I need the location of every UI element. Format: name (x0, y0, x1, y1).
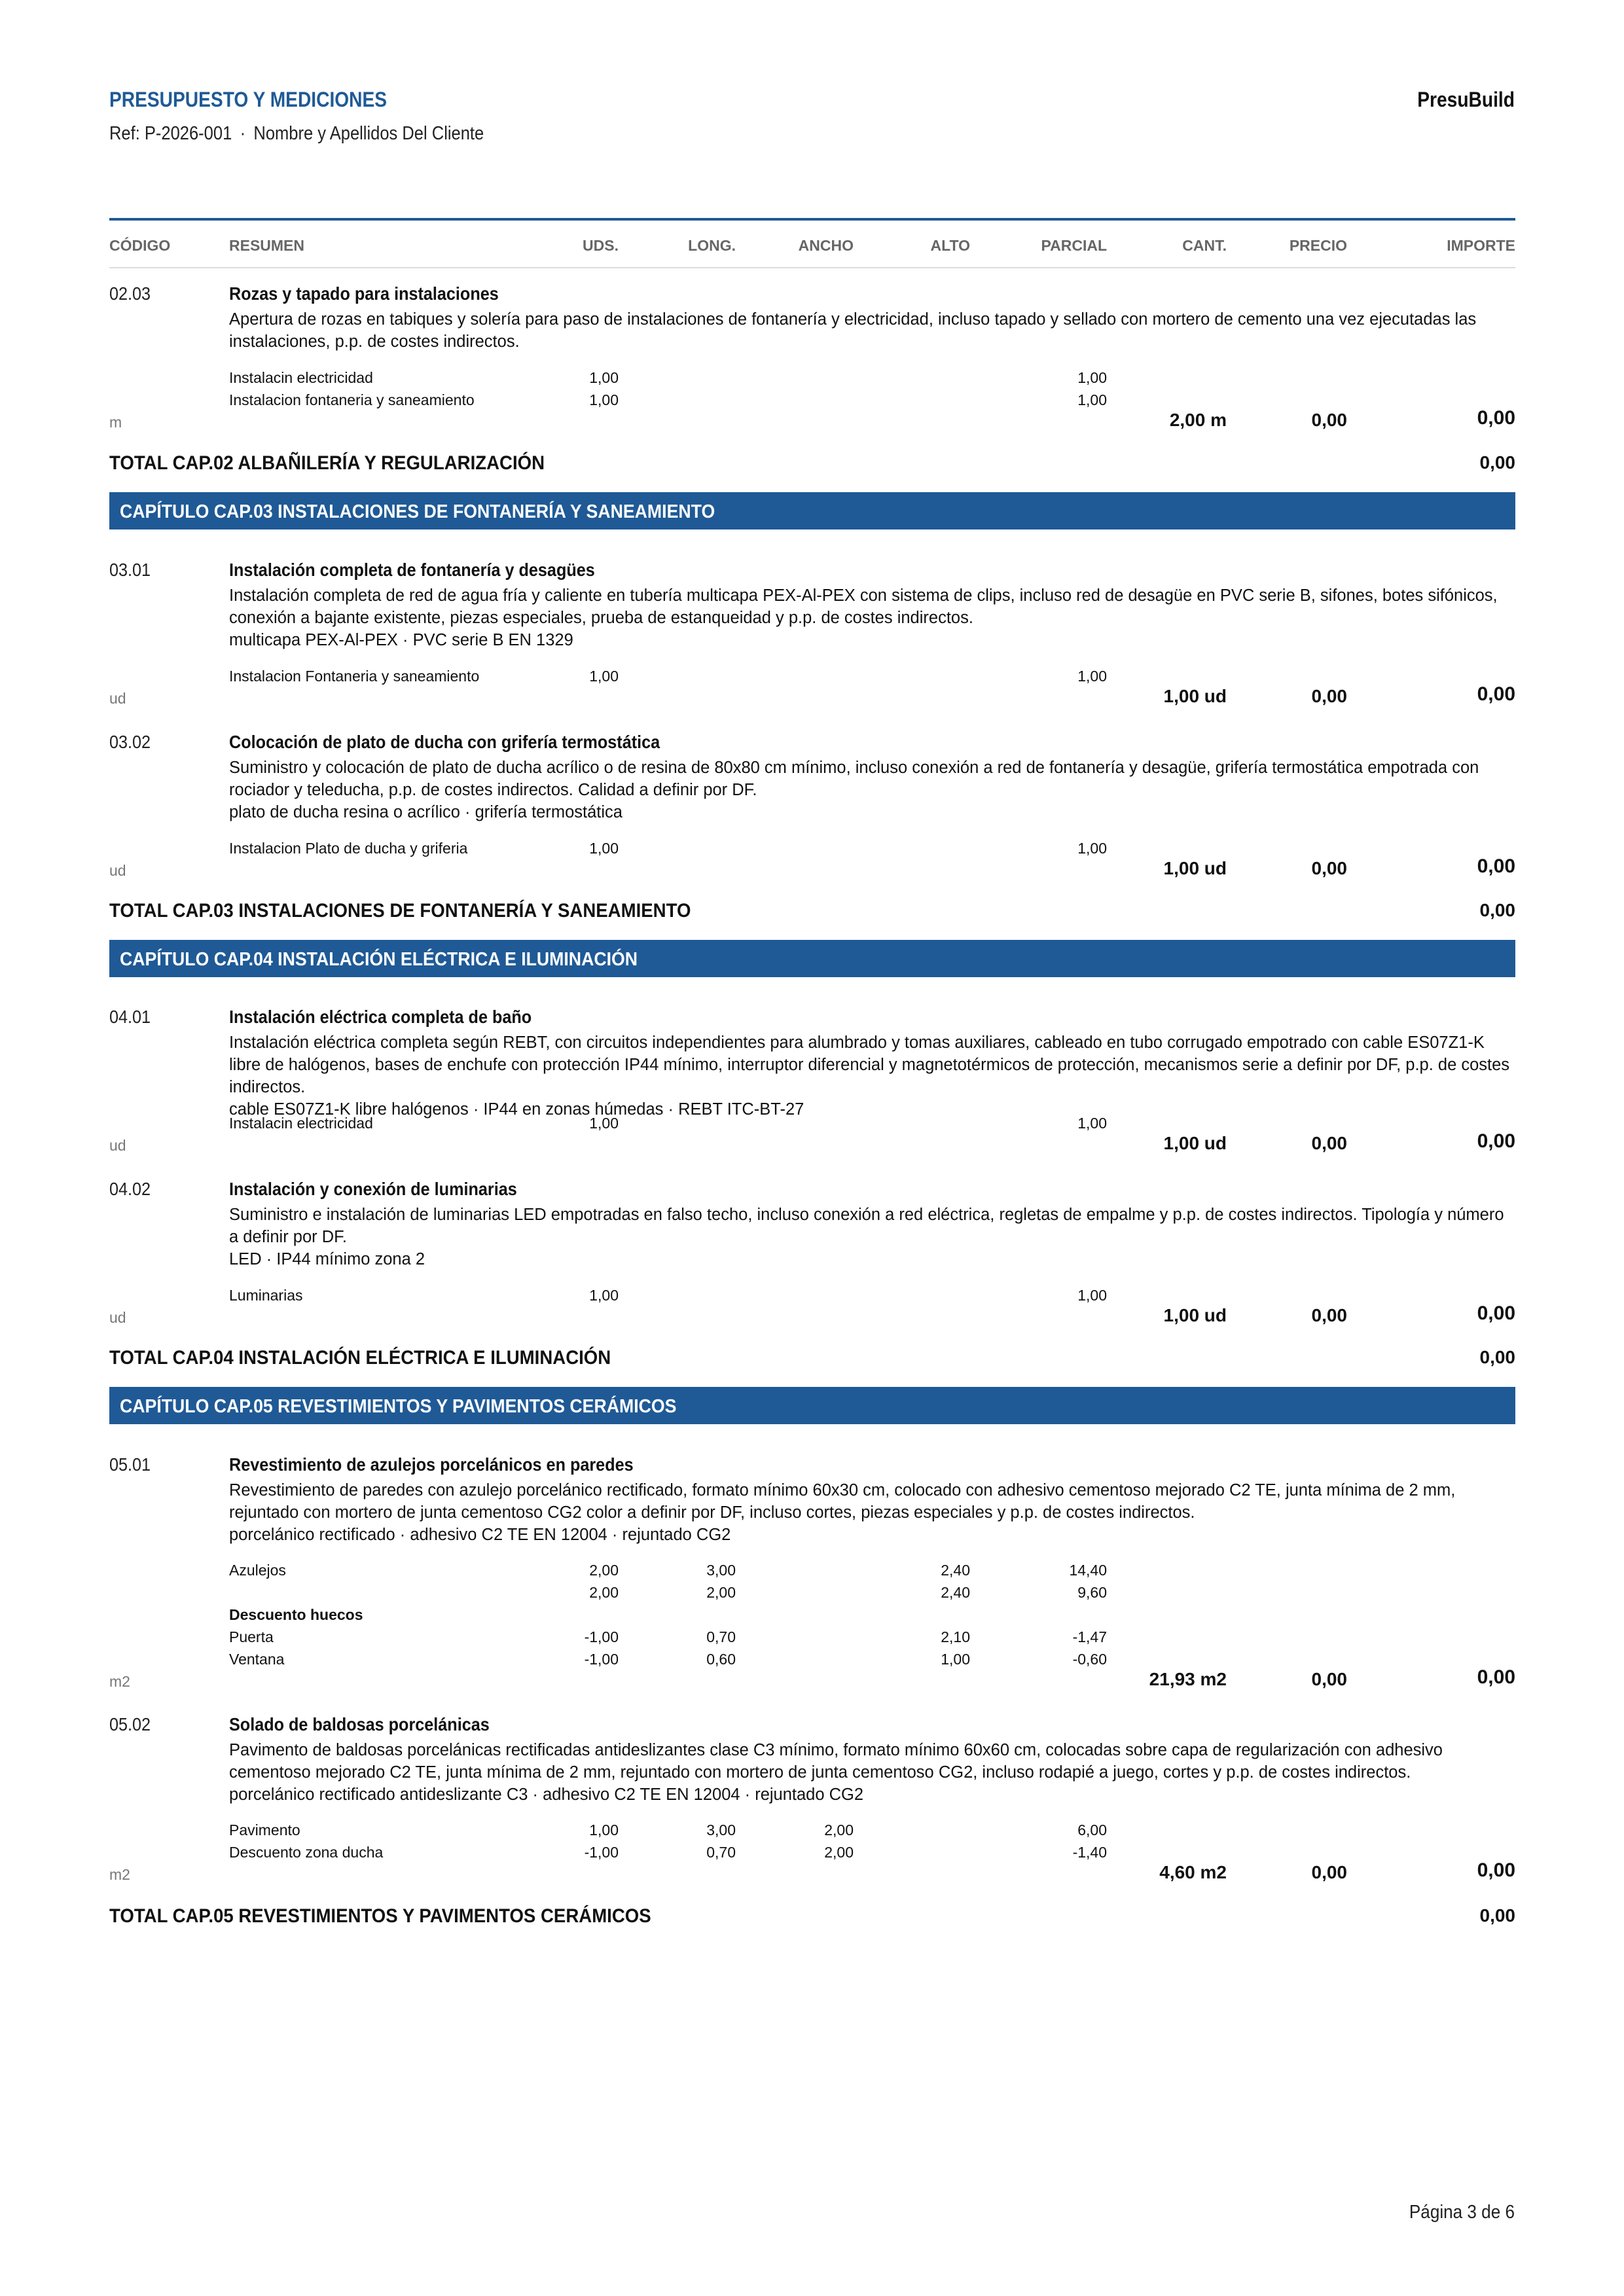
chapter-total-value: 0,00 (1479, 452, 1515, 473)
measurement-uds: 2,00 (589, 1584, 619, 1601)
col-long: LONG. (688, 237, 736, 254)
col-codigo: CÓDIGO (109, 237, 171, 254)
item-code: 05.01 (109, 1454, 151, 1475)
item-summary-row (0, 1302, 1624, 1331)
item-description (229, 757, 1515, 823)
measurement-parcial: -0,60 (1072, 1651, 1107, 1668)
header-rule (109, 218, 1515, 221)
item-importe: 0,00 (1477, 1302, 1515, 1324)
description-text: Pavimento de baldosas porcelánicas rectificadas antideslizantes clase C3 mínimo, formato mínimo 60x60 cm, colocadas sobre capa de regularización con adhesivo cementoso mejorado C2 TE, junta mínima de 2 mm, rejuntado con mortero de junta cementoso CG2, incluso rodapié a juego, cortes y p.p. de costes indirectos. (229, 1741, 1443, 1782)
item-summary-row (0, 1859, 1624, 1888)
measurement-row (0, 1606, 1624, 1628)
client-name: Nombre y Apellidos Del Cliente (253, 123, 484, 144)
item-precio: 0,00 (1311, 410, 1347, 430)
measurement-uds: 1,00 (589, 1821, 619, 1839)
item-precio: 0,00 (1311, 858, 1347, 878)
item-title: Colocación de plato de ducha con grifería termostática (229, 732, 660, 752)
chapter-total-label: TOTAL CAP.03 INSTALACIONES DE FONTANERÍA Y SANEAMIENTO (109, 900, 691, 922)
measurement-label: Instalacion Plato de ducha y griferia (229, 840, 468, 857)
item-description (229, 1204, 1515, 1270)
measurement-label: Instalacin electricidad (229, 1115, 373, 1132)
description-spec: LED · IP44 mínimo zona 2 (229, 1250, 425, 1268)
measurement-uds: 1,00 (589, 840, 619, 857)
description-text: Suministro y colocación de plato de ducha acrílico o de resina de 80x80 cm mínimo, incluso conexión a red de fontanería y desagüe, grifería termostática empotrada con rociador y teleducha, p.p. de costes indirectos. Calidad a definir por DF. (229, 759, 1479, 799)
measurement-parcial: 1,00 (1077, 840, 1107, 857)
chapter-total (109, 452, 1515, 478)
measurement-parcial: 6,00 (1077, 1821, 1107, 1839)
item-importe: 0,00 (1477, 1130, 1515, 1152)
item-summary-row (0, 855, 1624, 884)
chapter-header-label: CAPÍTULO CAP.05 REVESTIMIENTOS Y PAVIMENTOS CERÁMICOS (120, 1396, 677, 1417)
item-cant: 21,93 m2 (1149, 1669, 1227, 1689)
item-cant: 1,00 ud (1163, 686, 1227, 706)
measurement-row (0, 1821, 1624, 1844)
col-precio: PRECIO (1289, 237, 1347, 254)
description-spec: multicapa PEX-Al-PEX · PVC serie B EN 1329 (229, 631, 573, 649)
description-spec: plato de ducha resina o acrílico · grifería termostática (229, 803, 623, 821)
measurement-long: 2,00 (706, 1584, 736, 1601)
item-unit: m2 (109, 1866, 130, 1883)
measurement-uds: 2,00 (589, 1562, 619, 1579)
item-summary-row (0, 1666, 1624, 1695)
item-precio: 0,00 (1311, 686, 1347, 706)
item-unit: ud (109, 862, 126, 879)
item-code: 03.02 (109, 732, 151, 752)
measurement-alto: 2,40 (941, 1562, 970, 1579)
description-text: Instalación eléctrica completa según REBT, con circuitos independientes para alumbrado y tomas auxiliares, cableado en tubo corrugado empotrado con cable ES07Z1-K libre de halógenos, bases de enchufe con protección IP44 mínimo, interruptor diferencial y magnetotérmicos de protección, mecanismos serie a definir por DF, p.p. de costes indirectos. (229, 1033, 1510, 1096)
measurement-long: 0,60 (706, 1651, 736, 1668)
col-importe: IMPORTE (1447, 237, 1515, 254)
measurement-label: Ventana (229, 1651, 285, 1668)
item-precio: 0,00 (1311, 1669, 1347, 1689)
item-precio: 0,00 (1311, 1305, 1347, 1325)
measurement-parcial: -1,40 (1072, 1844, 1107, 1861)
item-description (229, 584, 1515, 651)
measurement-row (0, 369, 1624, 391)
item-code: 04.02 (109, 1179, 151, 1199)
item-unit: m (109, 414, 122, 431)
chapter-total-label: TOTAL CAP.04 INSTALACIÓN ELÉCTRICA E ILUMINACIÓN (109, 1347, 611, 1369)
chapter-total-label: TOTAL CAP.02 ALBAÑILERÍA Y REGULARIZACIÓN (109, 452, 545, 474)
item-unit: ud (109, 690, 126, 707)
measurement-alto: 1,00 (941, 1651, 970, 1668)
chapter-total (109, 900, 1515, 926)
measurement-group-label: Descuento huecos (229, 1606, 363, 1623)
item-code: 05.02 (109, 1714, 151, 1734)
measurement-ancho: 2,00 (824, 1844, 854, 1861)
description-spec: cable ES07Z1-K libre halógenos · IP44 en zonas húmedas · REBT ITC-BT-27 (229, 1100, 804, 1119)
measurement-long: 0,70 (706, 1628, 736, 1645)
chapter-total-value: 0,00 (1479, 1905, 1515, 1926)
description-spec: porcelánico rectificado antideslizante C3 · adhesivo C2 TE EN 12004 · rejuntado CG2 (229, 1785, 864, 1804)
measurement-uds: 1,00 (589, 668, 619, 685)
description-text: Revestimiento de paredes con azulejo porcelánico rectificado, formato mínimo 60x30 cm, colocado con adhesivo cementoso mejorado C2 TE, junta mínima de 2 mm, rejuntado con mortero de junta cementoso CG2 color a definir por DF, incluso cortes, piezas especiales y p.p. de costes indirectos. (229, 1481, 1456, 1522)
measurement-uds: 1,00 (589, 369, 619, 386)
measurement-ancho: 2,00 (824, 1821, 854, 1839)
measurement-parcial: 1,00 (1077, 1115, 1107, 1132)
col-cant: CANT. (1182, 237, 1227, 254)
item-title: Solado de baldosas porcelánicas (229, 1714, 490, 1734)
item-unit: ud (109, 1309, 126, 1326)
measurement-row (0, 1628, 1624, 1651)
description-spec: porcelánico rectificado · adhesivo C2 TE EN 12004 · rejuntado CG2 (229, 1526, 731, 1544)
item-unit: m2 (109, 1673, 130, 1690)
item-cant: 1,00 ud (1163, 1305, 1227, 1325)
item-precio: 0,00 (1311, 1133, 1347, 1153)
measurement-uds: -1,00 (584, 1651, 619, 1668)
measurement-label: Pavimento (229, 1821, 300, 1839)
chapter-total (109, 1347, 1515, 1373)
item-cant: 1,00 ud (1163, 858, 1227, 878)
col-alto: ALTO (930, 237, 970, 254)
column-header-rule (109, 267, 1515, 268)
measurement-long: 3,00 (706, 1821, 736, 1839)
col-ancho: ANCHO (798, 237, 854, 254)
chapter-header-label: CAPÍTULO CAP.04 INSTALACIÓN ELÉCTRICA E ILUMINACIÓN (120, 949, 638, 970)
item-importe: 0,00 (1477, 407, 1515, 429)
measurement-uds: 1,00 (589, 1115, 619, 1132)
brand-name: PresuBuild (1417, 88, 1515, 111)
item-code: 02.03 (109, 283, 151, 304)
measurement-alto: 2,10 (941, 1628, 970, 1645)
col-uds: UDS. (583, 237, 619, 254)
description-text: Instalación completa de red de agua fría y caliente en tubería multicapa PEX-Al-PEX con sistema de clips, incluso red de desagüe en PVC serie B, sifones, botes sifónicos, conexión a bajante existente, piezas especiales, prueba de estanqueidad y p.p. de costes indirectos. (229, 586, 1498, 627)
chapter-header-bar (109, 1387, 1515, 1424)
col-resumen: RESUMEN (229, 237, 305, 254)
item-precio: 0,00 (1311, 1862, 1347, 1882)
measurement-label: Instalacin electricidad (229, 369, 373, 386)
item-importe: 0,00 (1477, 1859, 1515, 1881)
item-cant: 1,00 ud (1163, 1133, 1227, 1153)
item-description (229, 1739, 1515, 1806)
measurement-uds: -1,00 (584, 1628, 619, 1645)
measurement-uds: -1,00 (584, 1844, 619, 1861)
measurement-long: 3,00 (706, 1562, 736, 1579)
measurement-row (0, 1584, 1624, 1606)
col-parcial: PARCIAL (1041, 237, 1107, 254)
item-description (229, 308, 1515, 353)
item-title: Revestimiento de azulejos porcelánicos en paredes (229, 1454, 634, 1475)
item-summary-row (0, 1130, 1624, 1159)
item-unit: ud (109, 1137, 126, 1154)
measurement-label: Instalacion fontaneria y saneamiento (229, 391, 475, 408)
chapter-header-bar (109, 492, 1515, 529)
item-title: Instalación eléctrica completa de baño (229, 1007, 532, 1027)
measurement-label: Luminarias (229, 1287, 303, 1304)
item-description (229, 1479, 1515, 1546)
reference-code: Ref: P-2026-001 (109, 123, 232, 144)
item-cant: 2,00 m (1169, 410, 1227, 430)
chapter-total (109, 1905, 1515, 1931)
measurement-parcial: 1,00 (1077, 668, 1107, 685)
measurement-parcial: 1,00 (1077, 1287, 1107, 1304)
measurement-uds: 1,00 (589, 1287, 619, 1304)
chapter-header-label: CAPÍTULO CAP.03 INSTALACIONES DE FONTANERÍA Y SANEAMIENTO (120, 501, 715, 522)
item-title: Rozas y tapado para instalaciones (229, 283, 499, 304)
item-importe: 0,00 (1477, 683, 1515, 705)
description-text: Suministro e instalación de luminarias LED empotradas en falso techo, incluso conexión a red eléctrica, regletas de empalme y p.p. de costes indirectos. Tipología y número a definir por DF. (229, 1206, 1504, 1246)
measurement-parcial: 14,40 (1069, 1562, 1107, 1579)
item-summary-row (0, 407, 1624, 436)
measurement-label: Instalacion Fontaneria y saneamiento (229, 668, 480, 685)
item-importe: 0,00 (1477, 855, 1515, 877)
item-code: 03.01 (109, 560, 151, 580)
measurement-label: Puerta (229, 1628, 274, 1645)
measurement-long: 0,70 (706, 1844, 736, 1861)
measurement-parcial: -1,47 (1072, 1628, 1107, 1645)
chapter-total-label: TOTAL CAP.05 REVESTIMIENTOS Y PAVIMENTOS CERÁMICOS (109, 1905, 651, 1927)
item-description (229, 1031, 1515, 1121)
item-code: 04.01 (109, 1007, 151, 1027)
chapter-total-value: 0,00 (1479, 900, 1515, 920)
reference-line (109, 123, 484, 145)
measurement-parcial: 1,00 (1077, 369, 1107, 386)
item-cant: 4,60 m2 (1159, 1862, 1227, 1882)
measurement-parcial: 1,00 (1077, 391, 1107, 408)
measurement-row (0, 1562, 1624, 1584)
reference-separator: · (240, 123, 246, 144)
page-number: Página 3 de 6 (1409, 2202, 1515, 2223)
measurement-uds: 1,00 (589, 391, 619, 408)
chapter-total-value: 0,00 (1479, 1347, 1515, 1367)
chapter-header-bar (109, 940, 1515, 977)
measurement-label: Azulejos (229, 1562, 286, 1579)
description-text: Apertura de rozas en tabiques y solería para paso de instalaciones de fontanería y electricidad, incluso tapado y sellado con mortero de cemento una vez ejecutadas las instalaciones, p.p. de costes indirectos. (229, 310, 1477, 351)
measurement-parcial: 9,60 (1077, 1584, 1107, 1601)
item-title: Instalación y conexión de luminarias (229, 1179, 517, 1199)
item-importe: 0,00 (1477, 1666, 1515, 1688)
item-title: Instalación completa de fontanería y desagües (229, 560, 595, 580)
measurement-label: Descuento zona ducha (229, 1844, 384, 1861)
item-summary-row (0, 683, 1624, 712)
column-header-row (0, 237, 1624, 257)
document-title: PRESUPUESTO Y MEDICIONES (109, 88, 388, 111)
measurement-alto: 2,40 (941, 1584, 970, 1601)
